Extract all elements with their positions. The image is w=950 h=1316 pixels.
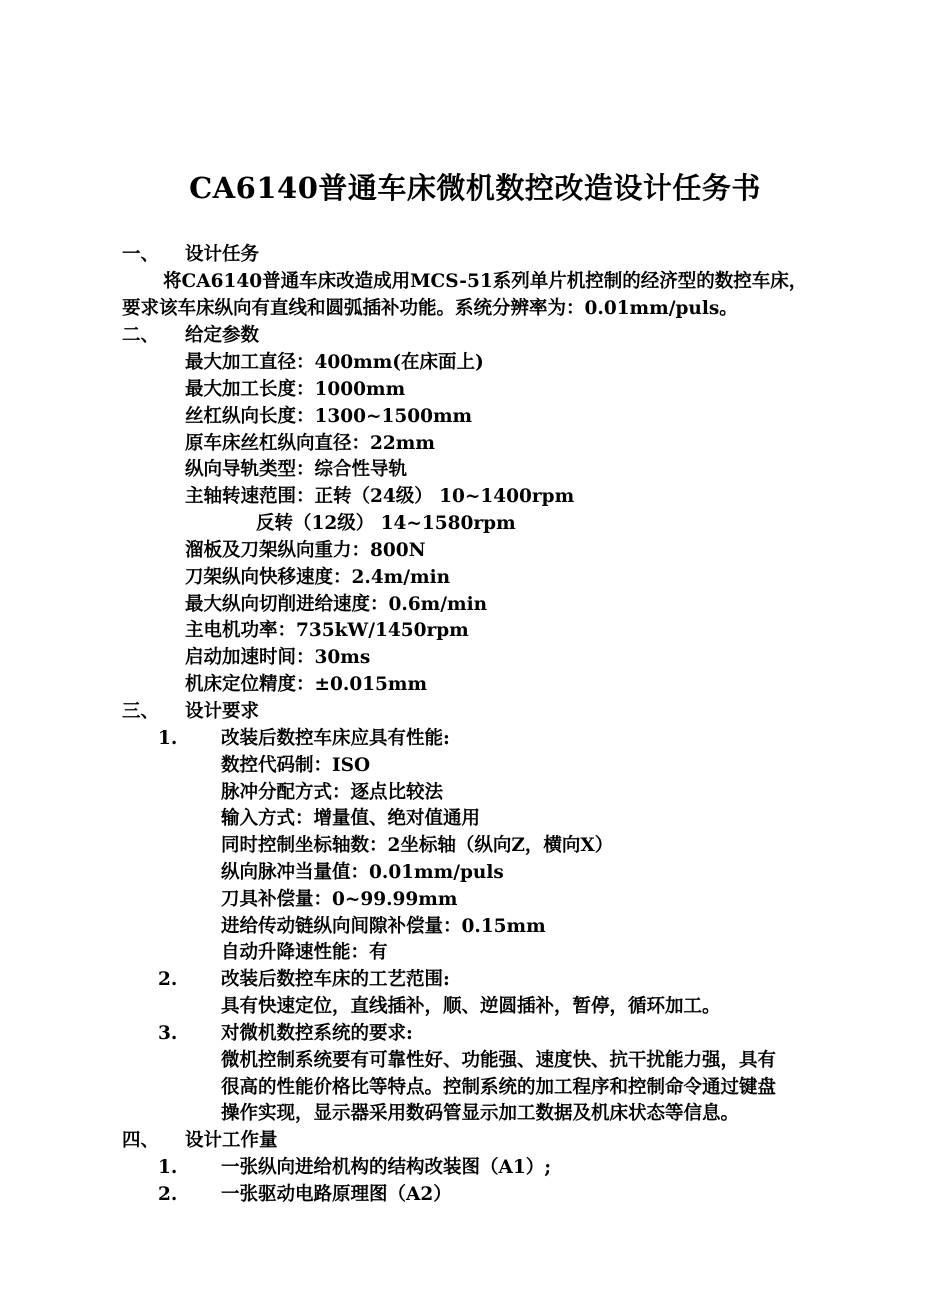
param-cutting-feed: 最大纵向切削进给速度：0.6m/min bbox=[185, 594, 488, 615]
section-1-number: 一、 bbox=[122, 244, 160, 265]
requirement-2-number: 2. bbox=[158, 969, 178, 990]
param-accel-time: 启动加速时间：30ms bbox=[185, 647, 371, 668]
section-2-number: 二、 bbox=[122, 325, 160, 346]
requirement-3-line: 很高的性能价格比等特点。控制系统的加工程序和控制命令通过键盘 bbox=[221, 1077, 777, 1098]
param-screw-diameter: 原车床丝杠纵向直径：22mm bbox=[185, 433, 435, 454]
section-2-heading: 给定参数 bbox=[185, 325, 260, 346]
param-screw-length: 丝杠纵向长度：1300~1500mm bbox=[185, 406, 473, 427]
workload-1-text: 一张纵向进给机构的结构改装图（A1）; bbox=[221, 1157, 552, 1178]
param-rapid-speed: 刀架纵向快移速度：2.4m/min bbox=[185, 567, 451, 588]
requirement-1-heading: 改装后数控车床应具有性能: bbox=[221, 728, 450, 749]
requirement-3-line: 微机控制系统要有可靠性好、功能强、速度快、抗干扰能力强，具有 bbox=[221, 1050, 777, 1071]
param-positioning-accuracy: 机床定位精度：±0.015mm bbox=[185, 674, 428, 695]
workload-2-text: 一张驱动电路原理图（A2） bbox=[221, 1184, 452, 1205]
requirement-3-heading: 对微机数控系统的要求: bbox=[221, 1023, 413, 1044]
param-spindle-reverse: 反转（12级） 14~1580rpm bbox=[256, 513, 516, 534]
page-title: CA6140普通车床微机数控改造设计任务书 bbox=[189, 171, 761, 205]
param-guide-type: 纵向导轨类型：综合性导轨 bbox=[185, 459, 408, 480]
param-motor-power: 主电机功率：735kW/1450rpm bbox=[185, 620, 469, 641]
param-carriage-gravity: 溜板及刀架纵向重力：800N bbox=[185, 540, 426, 561]
section-3-heading: 设计要求 bbox=[185, 701, 260, 722]
param-max-length: 最大加工长度：1000mm bbox=[185, 379, 406, 400]
requirement-2-heading: 改装后数控车床的工艺范围: bbox=[221, 969, 450, 990]
requirement-1-line: 输入方式：增量值、绝对值通用 bbox=[221, 808, 481, 829]
section-1-paragraph-line-2: 要求该车床纵向有直线和圆弧插补功能。系统分辨率为：0.01mm/puls。 bbox=[122, 298, 738, 319]
requirement-1-line: 刀具补偿量：0~99.99mm bbox=[221, 889, 458, 910]
requirement-1-line: 纵向脉冲当量值：0.01mm/puls bbox=[221, 862, 504, 883]
requirement-1-line: 数控代码制：ISO bbox=[221, 755, 371, 776]
requirement-1-number: 1. bbox=[158, 728, 178, 749]
section-4-heading: 设计工作量 bbox=[185, 1130, 278, 1151]
workload-1-number: 1. bbox=[158, 1157, 178, 1178]
requirement-3-number: 3. bbox=[158, 1023, 178, 1044]
requirement-1-line: 自动升降速性能：有 bbox=[221, 942, 388, 963]
section-1-heading: 设计任务 bbox=[185, 244, 260, 265]
requirement-3-line: 操作实现，显示器采用数码管显示加工数据及机床状态等信息。 bbox=[221, 1103, 740, 1124]
section-4-number: 四、 bbox=[122, 1130, 160, 1151]
section-1-paragraph-line-1: 将CA6140普通车床改造成用MCS-51系列单片机控制的经济型的数控车床， bbox=[163, 271, 808, 292]
requirement-1-line: 脉冲分配方式：逐点比较法 bbox=[221, 782, 444, 803]
requirement-2-line: 具有快速定位，直线插补，顺、逆圆插补，暂停，循环加工。 bbox=[221, 996, 721, 1017]
requirement-1-line: 同时控制坐标轴数：2坐标轴（纵向Z，横向X） bbox=[221, 835, 614, 856]
section-3-number: 三、 bbox=[122, 701, 160, 722]
param-spindle-forward: 主轴转速范围：正转（24级） 10~1400rpm bbox=[185, 486, 575, 507]
requirement-1-line: 进给传动链纵向间隙补偿量：0.15mm bbox=[221, 916, 546, 937]
workload-2-number: 2. bbox=[158, 1184, 178, 1205]
param-max-diameter: 最大加工直径：400mm(在床面上) bbox=[185, 352, 484, 373]
